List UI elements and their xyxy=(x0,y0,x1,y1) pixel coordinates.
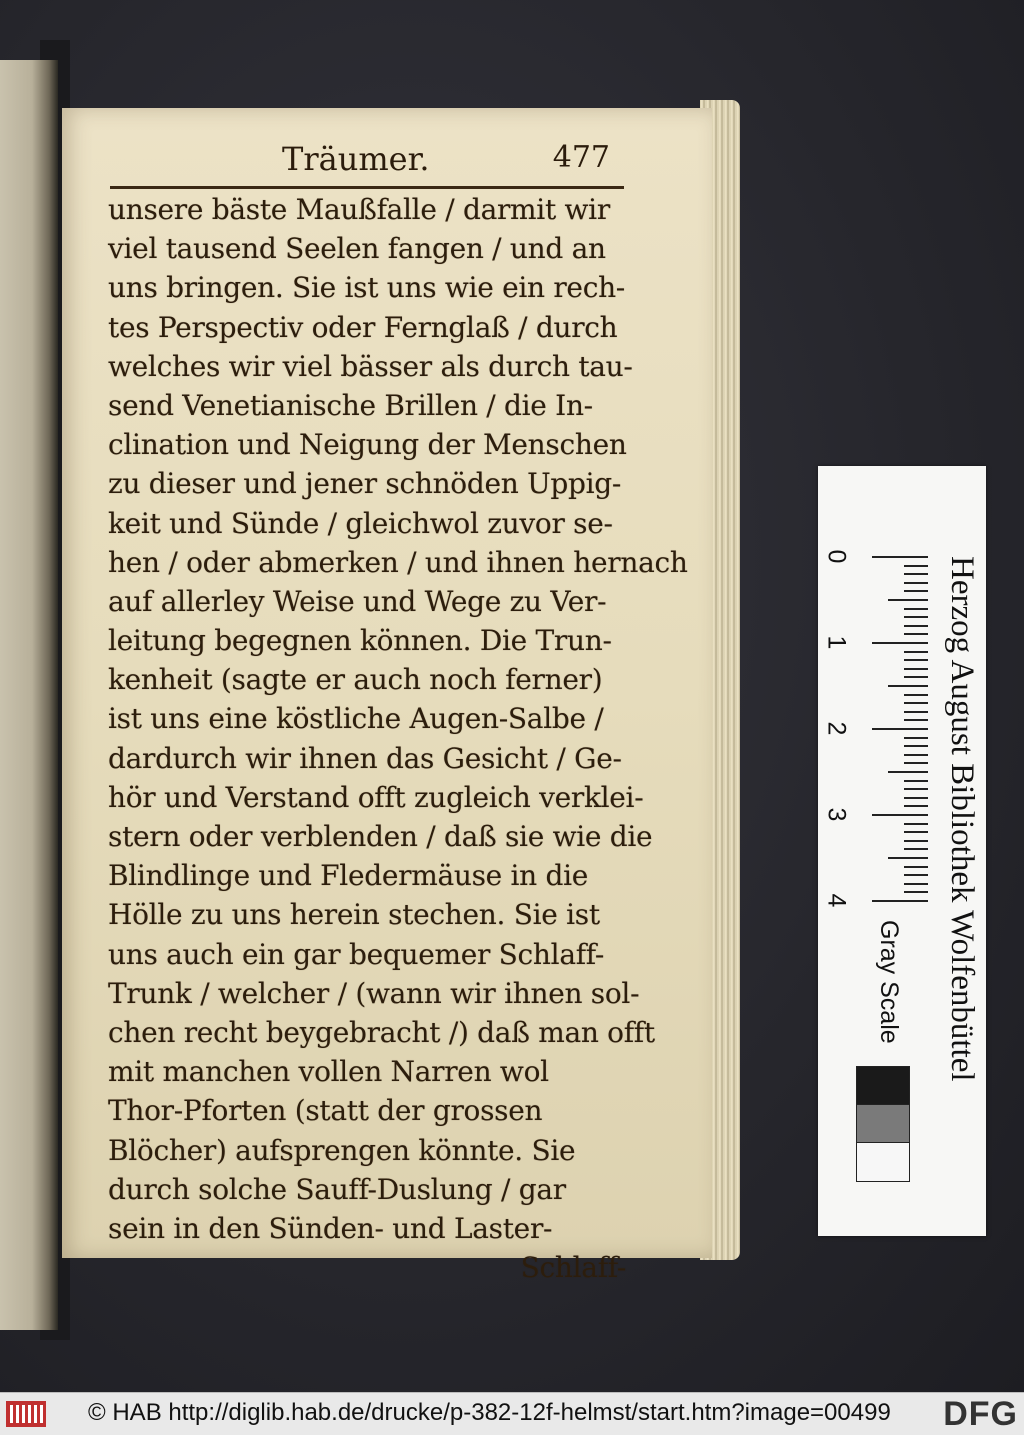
gray-swatch xyxy=(856,1104,910,1144)
ruler-number: 2 xyxy=(822,721,851,736)
ruler-tick xyxy=(904,694,928,696)
ruler-tick xyxy=(904,582,928,584)
text-line: auf allerley Weise und Wege zu Ver- xyxy=(108,584,607,618)
ruler-number: 0 xyxy=(822,549,851,564)
ruler-number: 4 xyxy=(822,893,851,908)
ruler-tick xyxy=(904,633,928,635)
ruler-tick xyxy=(904,676,928,678)
ruler-tick xyxy=(872,556,928,558)
header-rule xyxy=(110,186,624,189)
ruler-tick xyxy=(904,883,928,885)
ruler-tick xyxy=(904,797,928,799)
text-line: Blöcher) aufsprengen könnte. Sie xyxy=(108,1133,576,1167)
ruler-tick xyxy=(872,814,928,816)
footer-bar xyxy=(0,1392,1024,1435)
text-line: keit und Sünde / gleichwol zuvor se- xyxy=(108,506,613,540)
ruler-tick xyxy=(888,771,928,773)
ruler-tick xyxy=(904,711,928,713)
card-title: Herzog August Bibliothek Wolfenbüttel xyxy=(944,556,980,1082)
dfg-logo: DFG xyxy=(943,1395,1018,1433)
text-line: viel tausend Seelen fangen / und an xyxy=(108,232,606,266)
gray-scale-label: Gray Scale xyxy=(875,920,903,1044)
page-header xyxy=(282,140,622,184)
text-line: hör und Verstand offt zugleich verklei- xyxy=(108,780,644,814)
ruler-tick xyxy=(904,788,928,790)
text-line: send Venetianische Brillen / die In- xyxy=(108,388,593,422)
ruler-tick xyxy=(888,685,928,687)
ruler-tick xyxy=(904,866,928,868)
ruler-tick xyxy=(904,573,928,575)
text-line: welches wir viel bässer als durch tau- xyxy=(108,349,633,383)
text-line: hen / oder abmerken / und ihnen hernach xyxy=(108,545,688,579)
ruler-tick xyxy=(904,762,928,764)
ruler-tick xyxy=(904,590,928,592)
ruler-tick xyxy=(904,754,928,756)
gray-swatch xyxy=(856,1066,910,1106)
ruler-tick xyxy=(904,823,928,825)
ruler-tick xyxy=(904,702,928,704)
ruler-tick xyxy=(904,616,928,618)
ruler-tick xyxy=(904,668,928,670)
ruler-tick xyxy=(888,857,928,859)
text-line: clination und Neigung der Menschen xyxy=(108,428,627,462)
text-line: zu dieser und jener schnöden Uppig- xyxy=(108,467,622,501)
ruler-tick xyxy=(904,651,928,653)
scale-card xyxy=(818,466,986,1236)
ruler-tick xyxy=(904,745,928,747)
previous-page-edge xyxy=(0,60,58,1330)
text-line: Thor-Pforten (statt der grossen xyxy=(108,1094,543,1128)
ruler-tick xyxy=(904,891,928,893)
ruler-number: 1 xyxy=(822,635,851,650)
hab-logo-icon xyxy=(6,1401,46,1427)
running-head: Träumer. xyxy=(282,140,430,178)
ruler-tick xyxy=(904,659,928,661)
ruler-tick xyxy=(904,848,928,850)
text-line: dardurch wir ihnen das Gesicht / Ge- xyxy=(108,741,622,775)
ruler-tick xyxy=(872,728,928,730)
text-line: durch solche Sauff-Duslung / gar xyxy=(108,1172,566,1206)
ruler-tick xyxy=(904,625,928,627)
page-number: 477 xyxy=(552,140,610,175)
page-text xyxy=(108,190,688,1287)
ruler-tick xyxy=(904,565,928,567)
ruler-tick xyxy=(904,719,928,721)
text-line: Blindlinge und Fledermäuse in die xyxy=(108,859,589,893)
text-line: sein in den Sünden- und Laster- xyxy=(108,1211,553,1245)
text-line: Hölle zu uns herein stechen. Sie ist xyxy=(108,898,600,932)
text-line: tes Perspectiv oder Fernglaß / durch xyxy=(108,310,618,344)
ruler-tick xyxy=(904,874,928,876)
ruler-tick xyxy=(904,831,928,833)
text-line: uns bringen. Sie ist uns wie ein rech- xyxy=(108,271,625,305)
catchword: Schlaff- xyxy=(520,1251,626,1285)
ruler-tick xyxy=(872,642,928,644)
text-line: stern oder verblenden / daß sie wie die xyxy=(108,820,653,853)
ruler-tick xyxy=(904,805,928,807)
gray-swatch xyxy=(856,1142,910,1182)
ruler-number: 3 xyxy=(822,807,851,822)
text-line: Trunk / welcher / (wann wir ihnen sol- xyxy=(108,976,640,1010)
ruler-tick xyxy=(904,737,928,739)
footer-link[interactable]: © HAB http://diglib.hab.de/drucke/p-382-12f-helmst/start.htm?image=00499 xyxy=(88,1399,891,1426)
text-line: mit manchen vollen Narren wol xyxy=(108,1055,549,1089)
ruler-tick xyxy=(888,599,928,601)
text-line: kenheit (sagte er auch noch ferner) xyxy=(108,663,603,697)
ruler-tick xyxy=(872,900,928,902)
text-line: ist uns eine köstliche Augen-Salbe / xyxy=(108,702,604,736)
ruler-tick xyxy=(904,780,928,782)
text-line: leitung begegnen können. Die Trun- xyxy=(108,624,612,658)
text-line: chen recht beygebracht /) daß man offt xyxy=(108,1015,655,1049)
ruler-tick xyxy=(904,840,928,842)
text-line: unsere bäste Maußfalle / darmit wir xyxy=(108,193,610,226)
text-line: uns auch ein gar bequemer Schlaff- xyxy=(108,937,605,971)
ruler-tick xyxy=(904,608,928,610)
